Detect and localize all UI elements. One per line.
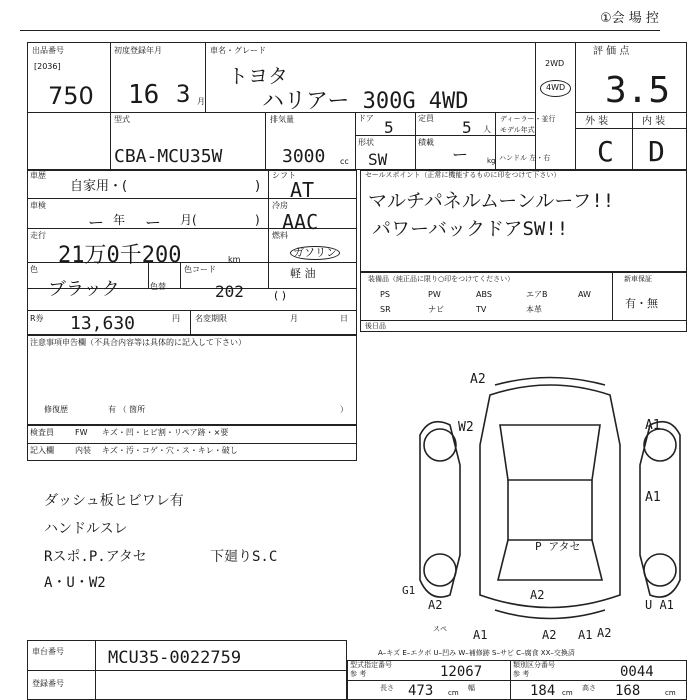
- type-number: 12067: [440, 664, 483, 680]
- length: 473: [408, 683, 434, 699]
- body-color: ブラック: [48, 279, 120, 300]
- doors: 5: [384, 118, 394, 137]
- model-code: CBA-MCU35W: [114, 146, 223, 167]
- drive-4wd: 4WD: [540, 80, 571, 97]
- rating-label: 評 価 点: [593, 46, 630, 57]
- note-1: ダッシュ板ヒビワレ有: [44, 493, 184, 509]
- fuel-diesel: 軽 油: [290, 267, 316, 280]
- mark-a2-rear: A2: [530, 588, 545, 602]
- mark-w2: W2: [458, 420, 474, 435]
- note-2: ハンドルスレ: [44, 521, 128, 537]
- repair-history: 有 （ 箇所: [108, 405, 146, 414]
- mark-a2-rear-2: A2: [542, 628, 557, 642]
- car-maker: トヨタ: [228, 64, 288, 88]
- fuel-gasoline: ガソリン: [290, 246, 340, 260]
- note-5: 下廻りS.C: [210, 549, 278, 565]
- lot-label: 出品番号: [32, 46, 64, 55]
- damage-legend: A–キズ E–エクボ U–凹み W–補修跡 S–サビ C–腐食 XX–交換済: [378, 649, 575, 657]
- car-name-label: 車名・グレード: [210, 46, 266, 55]
- inspection-month: ー: [145, 213, 162, 232]
- chassis-number: MCU35-0022759: [108, 648, 242, 668]
- rating-score: 3.5: [605, 70, 671, 111]
- lot-number: 750: [48, 82, 94, 110]
- air-conditioner: AAC: [282, 210, 319, 234]
- notes-section: [27, 335, 357, 425]
- load-capacity: ー: [452, 145, 469, 164]
- header-title: ①会 場 控: [600, 11, 659, 26]
- displacement: 3000: [282, 146, 326, 167]
- first-reg-label: 初度登録年月: [114, 46, 162, 55]
- auction-sheet: ①会 場 控 出品番号 [2036] 750 初度登録年月 16 3 月 車名・グレード トヨタ ハリアー 300G 4WD 2WD 4WD 評 価 点 3.5 外 装 内 装 C D 型式 CBA-MCU35W 排気量 3000 cc ドア 5 定員 5 人 ディーラー・並行 モデル年式 形状 SW 積載 ー kg ハンドル 左・右 車歴 自家用・( ) シフト AT 車検 ー 年 ー 月( ) 冷房 AAC 走行 21万0千200 km 燃料 ガソリン 軽 油 ( ) 色 ブラック 色替 色コード 202 R券 13,630 円 名変期限 月 日 注意事項申告欄（不具合内容等は具体的に記入して下さい） 修復歴 有 （ 箇所 ） セールスポイント（正常に機能するものに印をつけて下さい） マルチパネルムーンルーフ!! パワーバックドアSW!! 装備品（純正品に限り○印をつけてください） 新車保証 有・無 PS PW ABS エアB AW SR ナビ TV 本革 後日品 検査員 FW キズ・凹・ヒビ割・リペア跡・×要 記入欄 内装 キズ・汚・コゲ・穴・ス・キレ・破し ダッシュ板ヒビワレ有 ハンドルスレ Rスポ.P.アタセ A・U・W2 下廻りS.C A2 W2 A1 A1 P アタセ G1 A2 A2 A1 A1 A2 A2 U A1 スペ A–キズ E–エクボ U–凹み W–補修跡 S–サビ C–腐食 XX–交換済 車台番号 MCU35-0022759 登録番号 型式指定番号 参 考 12067 類別区分番号 参 考 0044 長さ 473 cm 幅 184 cm 高さ 168 cm: [0, 0, 700, 700]
- car-body-outline: [480, 385, 620, 608]
- mark-a2-front: A2: [470, 372, 486, 387]
- drive-2wd: 2WD: [545, 59, 565, 68]
- transmission: AT: [290, 178, 315, 202]
- sales-point-line2: パワーバックドアSW!!: [372, 218, 569, 240]
- mark-a1-right-2: A1: [645, 490, 661, 505]
- sales-point-line1: マルチパネルムーンルーフ!!: [368, 190, 615, 212]
- mileage: 21万0千200: [58, 243, 182, 268]
- mark-a1-rear-right: A1: [578, 628, 593, 642]
- inspection-year: ー: [88, 213, 105, 232]
- mark-ua1: U A1: [645, 598, 674, 612]
- class-number: 0044: [620, 664, 654, 680]
- mark-a1-rear-left: A1: [473, 628, 488, 642]
- height: 168: [615, 683, 641, 699]
- first-reg-month: 3: [176, 80, 191, 108]
- note-4: A・U・W2: [44, 575, 106, 591]
- note-3: Rスポ.P.アタセ: [44, 549, 147, 565]
- mark-a1-right: A1: [645, 418, 661, 433]
- color-code: 202: [215, 282, 244, 301]
- mark-g1: G1: [402, 584, 416, 597]
- rating-exterior: C: [597, 135, 614, 168]
- width: 184: [530, 683, 556, 699]
- header-rule: [20, 30, 660, 31]
- first-reg-year: 16: [128, 80, 160, 110]
- rating-interior: D: [648, 135, 665, 168]
- mark-a2-left: A2: [428, 598, 443, 612]
- body-shape: SW: [368, 150, 388, 169]
- mark-p-atase: P アタセ: [535, 540, 581, 553]
- vehicle-history: 自家用・(: [70, 179, 128, 194]
- mirror-label: スペ: [433, 625, 447, 633]
- car-grade: ハリアー 300G 4WD: [262, 89, 469, 114]
- recycle-fee: 13,630: [70, 313, 136, 334]
- capacity: 5: [462, 118, 472, 137]
- lot-code: [2036]: [34, 62, 61, 71]
- mark-a2-rear-3: A2: [597, 626, 612, 640]
